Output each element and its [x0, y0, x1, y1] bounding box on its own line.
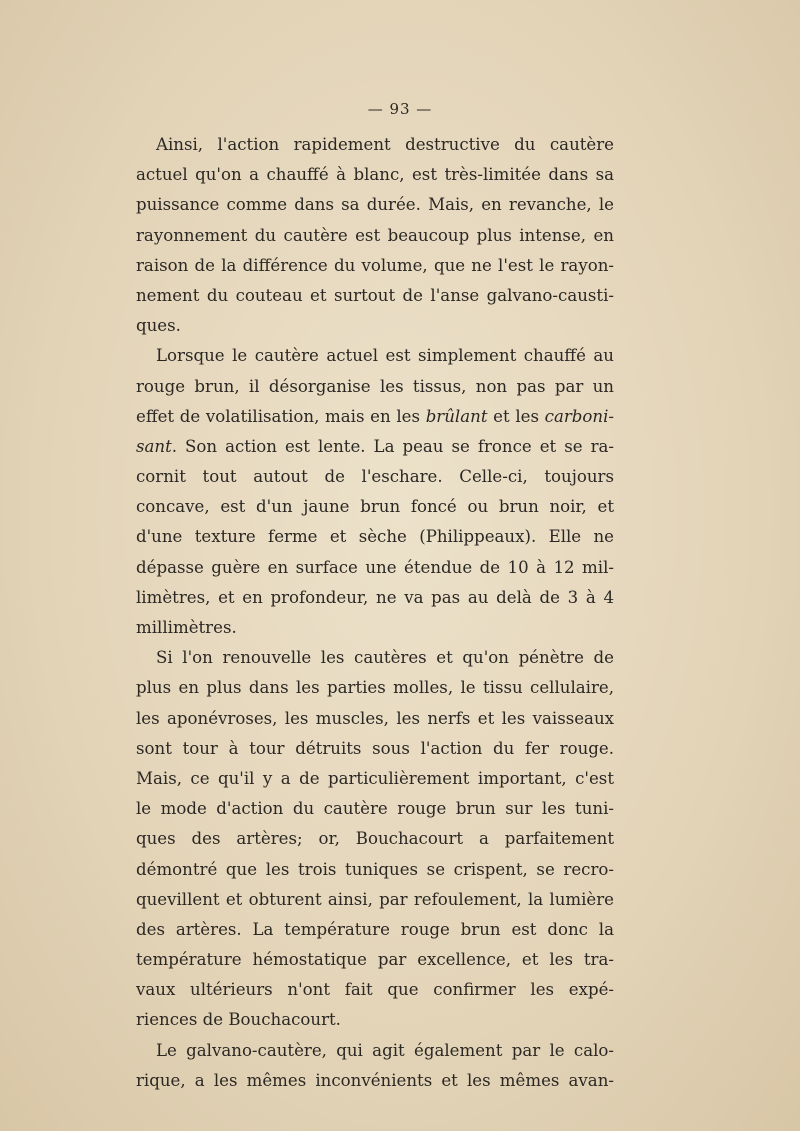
- text-line: Si l'on renouvelle les cautères et qu'on pénètre de: [156, 648, 614, 668]
- paragraph: [136, 341, 614, 643]
- text-line: Ainsi, l'action rapidement destructive du cautère: [156, 135, 614, 154]
- text-line: limètres, et en profondeur, ne va pas au delà de 3 à 4: [136, 587, 614, 607]
- text-run: effet de volatilisation, mais en les: [136, 406, 426, 426]
- text-line: [136, 432, 614, 462]
- text-line: plus en plus dans les parties molles, le tissu cellulaire,: [136, 678, 614, 698]
- text-line: Lorsque le cautère actuel est simplement chauffé au: [156, 346, 614, 366]
- text-line: millimètres.: [136, 618, 237, 637]
- italic-term: brûlant: [425, 406, 488, 426]
- text-line: rique, a les mêmes inconvénients et les mêmes avan-: [136, 1070, 614, 1090]
- text-run: . Son action est lente. La peau se fronce et se ra-: [171, 436, 614, 456]
- text-line: concave, est d'un jaune brun foncé ou brun noir, et: [136, 497, 614, 517]
- text-line: actuel qu'on a chauffé à blanc, est très-limitée dans sa: [136, 165, 614, 185]
- text-line: des artères. La température rouge brun est donc la: [136, 919, 614, 939]
- text-line: le mode d'action du cautère rouge brun sur les tuni-: [136, 799, 614, 819]
- text-line: rouge brun, il désorganise les tissus, non pas par un: [136, 376, 614, 396]
- text-line: raison de la différence du volume, que ne l'est le rayon-: [136, 255, 614, 275]
- text-line: température hémostatique par excellence, et les tra-: [136, 950, 614, 970]
- paragraph: [136, 130, 614, 341]
- body-text: [136, 130, 614, 1096]
- text-line: riences de Bouchacourt.: [136, 1010, 341, 1030]
- text-line: les aponévroses, les muscles, les nerfs et les vaisseaux: [136, 708, 614, 728]
- paragraph: [136, 1036, 614, 1096]
- text-line: Le galvano-cautère, qui agit également par le calo-: [156, 1040, 614, 1060]
- text-line: puissance comme dans sa durée. Mais, en revanche, le: [136, 195, 614, 215]
- text-line: rayonnement du cautère est beaucoup plus intense, en: [136, 225, 614, 245]
- text-line: Mais, ce qu'il y a de particulièrement important, c'est: [136, 768, 614, 788]
- text-line: sont tour à tour détruits sous l'action du fer rouge.: [136, 738, 614, 758]
- italic-term: carboni-: [544, 406, 614, 426]
- text-run: et les: [487, 406, 545, 426]
- text-line: démontré que les trois tuniques se crispent, se recro-: [136, 859, 614, 879]
- text-line: vaux ultérieurs n'ont fait que confirmer les expé-: [136, 980, 614, 1000]
- text-line: d'une texture ferme et sèche (Philippeaux). Elle ne: [136, 527, 614, 547]
- text-line: quevillent et obturent ainsi, par refoulement, la lumière: [136, 889, 614, 909]
- text-line: [136, 402, 614, 432]
- italic-term: sant: [136, 436, 172, 456]
- text-line: ques.: [136, 316, 181, 336]
- paragraph: [136, 643, 614, 1035]
- text-line: nement du couteau et surtout de l'anse galvano-causti-: [136, 285, 614, 305]
- text-line: ques des artères; or, Bouchacourt a parfaitement: [136, 829, 614, 849]
- text-line: cornit tout autout de l'eschare. Celle-ci, toujours: [136, 467, 614, 487]
- text-line: dépasse guère en surface une étendue de 10 à 12 mil-: [136, 557, 614, 577]
- page-number: — 93 —: [367, 100, 433, 118]
